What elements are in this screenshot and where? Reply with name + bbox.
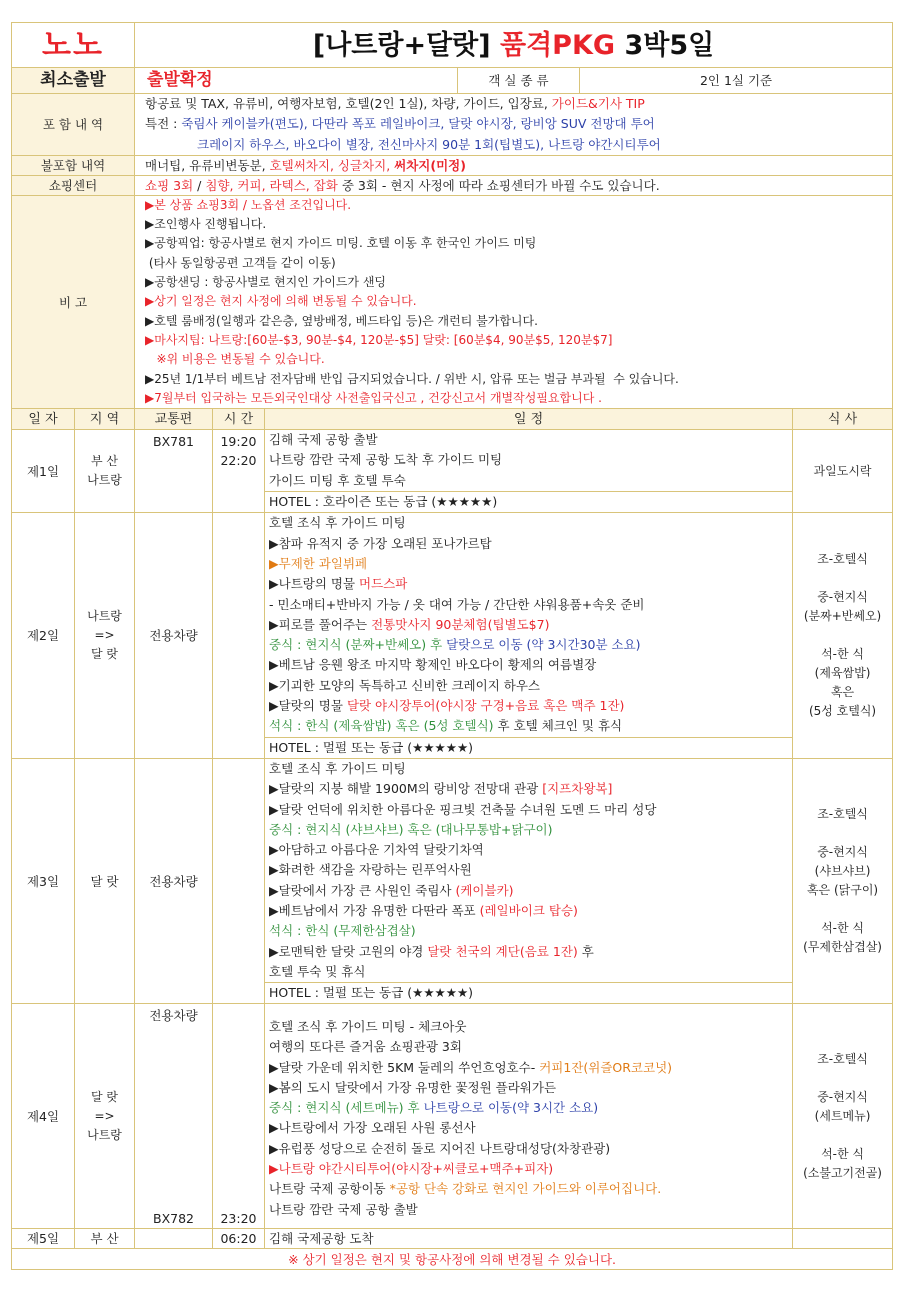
remark-item: ▶공항픽업: 항공사별로 현지 가이드 미팅. 호텔 이동 후 한국인 가이드 미팅: [145, 236, 537, 251]
included-label: 포 함 내 역: [12, 94, 135, 156]
schedule-line: 나트랑 깜란 국제 공항 도착 후 가이드 미팅: [269, 452, 503, 468]
included-items: [135, 94, 893, 156]
day-row: [12, 1229, 893, 1249]
day-transport: 전용차량: [135, 758, 213, 1004]
day-label: 제2일: [12, 513, 75, 759]
brand-logo: 노노: [12, 23, 135, 68]
min-departure-value: 출발확정: [135, 68, 458, 94]
title-suffix: 3박5일: [624, 29, 715, 61]
shopping-label: 쇼핑센터: [12, 175, 135, 195]
schedule-line: 석식 : 한식 (무제한삼겹살): [269, 923, 416, 939]
schedule-line: ▶아담하고 아름다운 기차역 달랏기차역: [269, 842, 484, 858]
schedule-line: 호텔 투숙 및 휴식: [269, 963, 366, 979]
remark-item: ▶조인행사 진행됩니다.: [145, 217, 267, 232]
transport-top: 전용차량: [149, 1008, 198, 1024]
schedule-line: 중식 : 현지식 (샤브샤브) 혹은 (대나무통밥+닭구이): [269, 821, 553, 837]
col-region: 지 역: [75, 409, 135, 430]
page-title: [135, 23, 893, 68]
day-schedule: [265, 1004, 793, 1229]
day-label: 제1일: [12, 430, 75, 513]
schedule-line: ▶달랏의 명물 달랏 야시장투어(야시장 구경+음료 혹은 맥주 1잔): [269, 698, 625, 714]
schedule-line: ▶유럽풍 성당으로 순전히 돌로 지어진 나트랑대성당(차창관광): [269, 1140, 611, 1156]
remark-item: ▶7월부터 입국하는 모든외국인대상 사전출입국신고 , 건강신고서 개별작성필요합니다 .: [145, 390, 602, 405]
hotel-line: HOTEL : 멀펄 또는 동급 (★★★★★): [265, 737, 792, 758]
day-meal: 조-호텔식 중-현지식 (분짜+반쎄오) 석-한 식 (제육쌈밥) 혹은 (5성 호텔식): [793, 513, 893, 759]
day-label: 제3일: [12, 758, 75, 1004]
remarks-label: 비 고: [12, 195, 135, 408]
day-meal: [793, 1229, 893, 1249]
day-schedule: [265, 513, 793, 759]
schedule-line: 나트랑 깜란 국제 공항 출발: [269, 1201, 418, 1217]
day-schedule: [265, 430, 793, 513]
excluded-label: 불포함 내역: [12, 155, 135, 175]
excluded-items: 매너팁, 유류비변동분, 호텔써차지, 싱글차지, 써차지(미정): [135, 155, 893, 175]
schedule-line: ▶로맨틱한 달랏 고원의 야경 달랏 천국의 계단(음료 1잔) 후: [269, 943, 594, 959]
schedule-line: 가이드 미팅 후 호텔 투숙: [269, 472, 406, 488]
day-transport: [135, 1004, 213, 1229]
remark-item: (타사 동일항공편 고객들 같이 이동): [145, 255, 336, 270]
col-time: 시 간: [213, 409, 265, 430]
remark-item: ▶공항샌딩 : 항공사별로 현지인 가이드가 샌딩: [145, 275, 387, 290]
day-region: 달 랏 => 나트랑: [75, 1004, 135, 1229]
schedule-line: 호텔 조식 후 가이드 미팅: [269, 515, 406, 531]
schedule-line: ▶무제한 과일뷔페: [269, 555, 368, 571]
day-row: [12, 758, 893, 1004]
remark-item: ▶호텔 룸배정(일행과 같은층, 옆방배정, 베드타입 등)은 개런티 불가합니다.: [145, 313, 538, 328]
schedule-line: ▶참파 유적지 중 가장 오래된 포나가르탑: [269, 535, 492, 551]
remark-item: ▶마사지팁: 나트랑:[60분-$3, 90분-$4, 120분-$5] 달랏: [60분$4, 90분$5, 120분$7]: [145, 332, 613, 347]
included-line-2: 특전 : 죽림사 케이블카(편도), 다딴라 폭포 레일바이크, 달랏 야시장, 랑비앙 SUV 전망대 투어: [145, 116, 655, 132]
transport-flight: BX782: [153, 1211, 194, 1227]
included-line-1: 항공료 및 TAX, 유류비, 여행자보험, 호텔(2인 1실), 차량, 가이드, 입장료, 가이드&기사 TIP: [145, 96, 645, 111]
col-transport: 교통편: [135, 409, 213, 430]
day-time: [213, 758, 265, 1004]
itinerary-table: [11, 22, 893, 1270]
schedule-line: ▶나트랑의 명물 머드스파: [269, 576, 408, 592]
hotel-line: HOTEL : 호라이즌 또는 동급 (★★★★★): [265, 491, 792, 512]
hotel-line: HOTEL : 멀펄 또는 동급 (★★★★★): [265, 982, 792, 1003]
day-transport: 전용차량: [135, 513, 213, 759]
schedule-line: ▶나트랑에서 가장 오래된 사원 롱선사: [269, 1120, 476, 1136]
schedule-line: ▶봄의 도시 달랏에서 가장 유명한 꽃정원 플라워가든: [269, 1079, 557, 1095]
schedule-line: 중식 : 현지식 (분짜+반쎄오) 후 달랏으로 이동 (약 3시간30분 소요): [269, 637, 641, 653]
day-label: 제5일: [12, 1229, 75, 1249]
day-transport: BX781: [135, 430, 213, 513]
min-departure-label: 최소출발: [12, 68, 135, 94]
schedule-line: ▶달랏 가운데 위치한 5KM 둘레의 쑤언흐엉호수- 커피1잔(위즐OR코코넛): [269, 1059, 673, 1075]
day-region: 달 랏: [75, 758, 135, 1004]
day-region: 나트랑 => 달 랏: [75, 513, 135, 759]
schedule-line: 여행의 또다른 즐거움 쇼핑관광 3회: [269, 1039, 462, 1055]
day-meal: 조-호텔식 중-현지식 (샤브샤브) 혹은 (닭구이) 석-한 식 (무제한삼겹살): [793, 758, 893, 1004]
included-line-3: 크레이지 하우스, 바오다이 별장, 전신마사지 90분 1회(팁별도), 나트랑 야간시티투어: [197, 136, 661, 152]
day-meal: 조-호텔식 중-현지식 (세트메뉴) 석-한 식 (소불고기전골): [793, 1004, 893, 1229]
schedule-line: - 민소매티+반바지 가능 / 옷 대여 가능 / 간단한 샤워용품+속옷 준비: [269, 596, 645, 612]
schedule-line: ▶화려한 색감을 자랑하는 린푸억사원: [269, 862, 472, 878]
itinerary-document: [11, 22, 892, 1270]
remark-item: ※위 비용은 변동될 수 있습니다.: [145, 352, 325, 367]
day-schedule: [265, 758, 793, 1004]
schedule-line: ▶달랏 언덕에 위치한 아름다운 핑크빛 건축물 수녀원 도멘 드 마리 성당: [269, 801, 657, 817]
day-time: 19:20 22:20: [213, 430, 265, 513]
time-flight: 23:20: [220, 1211, 257, 1227]
day-label: 제4일: [12, 1004, 75, 1229]
day-row: [12, 513, 893, 759]
schedule-line: 호텔 조식 후 가이드 미팅: [269, 760, 406, 776]
schedule-line: 호텔 조식 후 가이드 미팅 - 체크아웃: [269, 1018, 467, 1034]
remark-item: ▶25년 1/1부터 베트남 전자담배 반입 금지되었습니다. / 위반 시, 압류 또는 벌금 부과될 수 있습니다.: [145, 371, 679, 386]
schedule-line: 석식 : 한식 (제육쌈밥) 혹은 (5성 호텔식) 후 호텔 체크인 및 휴식: [269, 718, 623, 734]
day-meal: 과일도시락: [793, 430, 893, 513]
schedule-line: 김해 국제 공항 출발: [269, 432, 378, 448]
footer-notice: ※ 상기 일정은 현지 및 항공사정에 의해 변경될 수 있습니다.: [12, 1249, 893, 1270]
room-type-label: 객 실 종 류: [458, 68, 580, 94]
room-type-value: 2인 1실 기준: [580, 68, 893, 94]
schedule-line: ▶달랏에서 가장 큰 사원인 죽림사 (케이블카): [269, 882, 514, 898]
col-meal: 식 사: [793, 409, 893, 430]
remarks-list: [135, 195, 893, 408]
day-row: [12, 1004, 893, 1229]
day-row: [12, 430, 893, 513]
day-time: 06:20: [213, 1229, 265, 1249]
col-day: 일 자: [12, 409, 75, 430]
col-schedule: 일 정: [265, 409, 793, 430]
schedule-line: ▶베트남 응웬 왕조 마지막 황제인 바오다이 황제의 여름별장: [269, 657, 597, 673]
day-transport: [135, 1229, 213, 1249]
schedule-line: 나트랑 국제 공항이동 *공항 단속 강화로 현지인 가이드와 이루어집니다.: [269, 1181, 662, 1197]
title-prefix: [나트랑+달랏]: [312, 29, 491, 61]
schedule-line: ▶나트랑 야간시티투어(야시장+씨클로+맥주+피자): [269, 1161, 554, 1177]
schedule-line: 중식 : 현지식 (세트메뉴) 후 나트랑으로 이동(약 3시간 소요): [269, 1100, 599, 1116]
shopping-info: 쇼핑 3회 / 침향, 커피, 라텍스, 잡화 중 3회 - 현지 사정에 따라 쇼핑센터가 바뀔 수도 있습니다.: [135, 175, 893, 195]
title-highlight: 품격PKG: [500, 29, 616, 61]
schedule-line: ▶기괴한 모양의 독특하고 신비한 크레이지 하우스: [269, 677, 540, 693]
schedule-line: ▶달랏의 지붕 해발 1900M의 랑비앙 전망대 관광 [지프차왕복]: [269, 781, 613, 797]
day-schedule: 김해 국제공항 도착: [265, 1229, 793, 1249]
schedule-line: ▶베트남에서 가장 유명한 다딴라 폭포 (레일바이크 탑승): [269, 902, 578, 918]
day-time: [213, 1004, 265, 1229]
remark-item: ▶상기 일정은 현지 사정에 의해 변동될 수 있습니다.: [145, 294, 417, 309]
remark-item: ▶본 상품 쇼핑3회 / 노옵션 조건입니다.: [145, 197, 352, 212]
schedule-line: ▶피로를 풀어주는 전통맛사지 90분체험(팁별도$7): [269, 616, 550, 632]
day-time: [213, 513, 265, 759]
day-region: 부 산 나트랑: [75, 430, 135, 513]
day-region: 부 산: [75, 1229, 135, 1249]
